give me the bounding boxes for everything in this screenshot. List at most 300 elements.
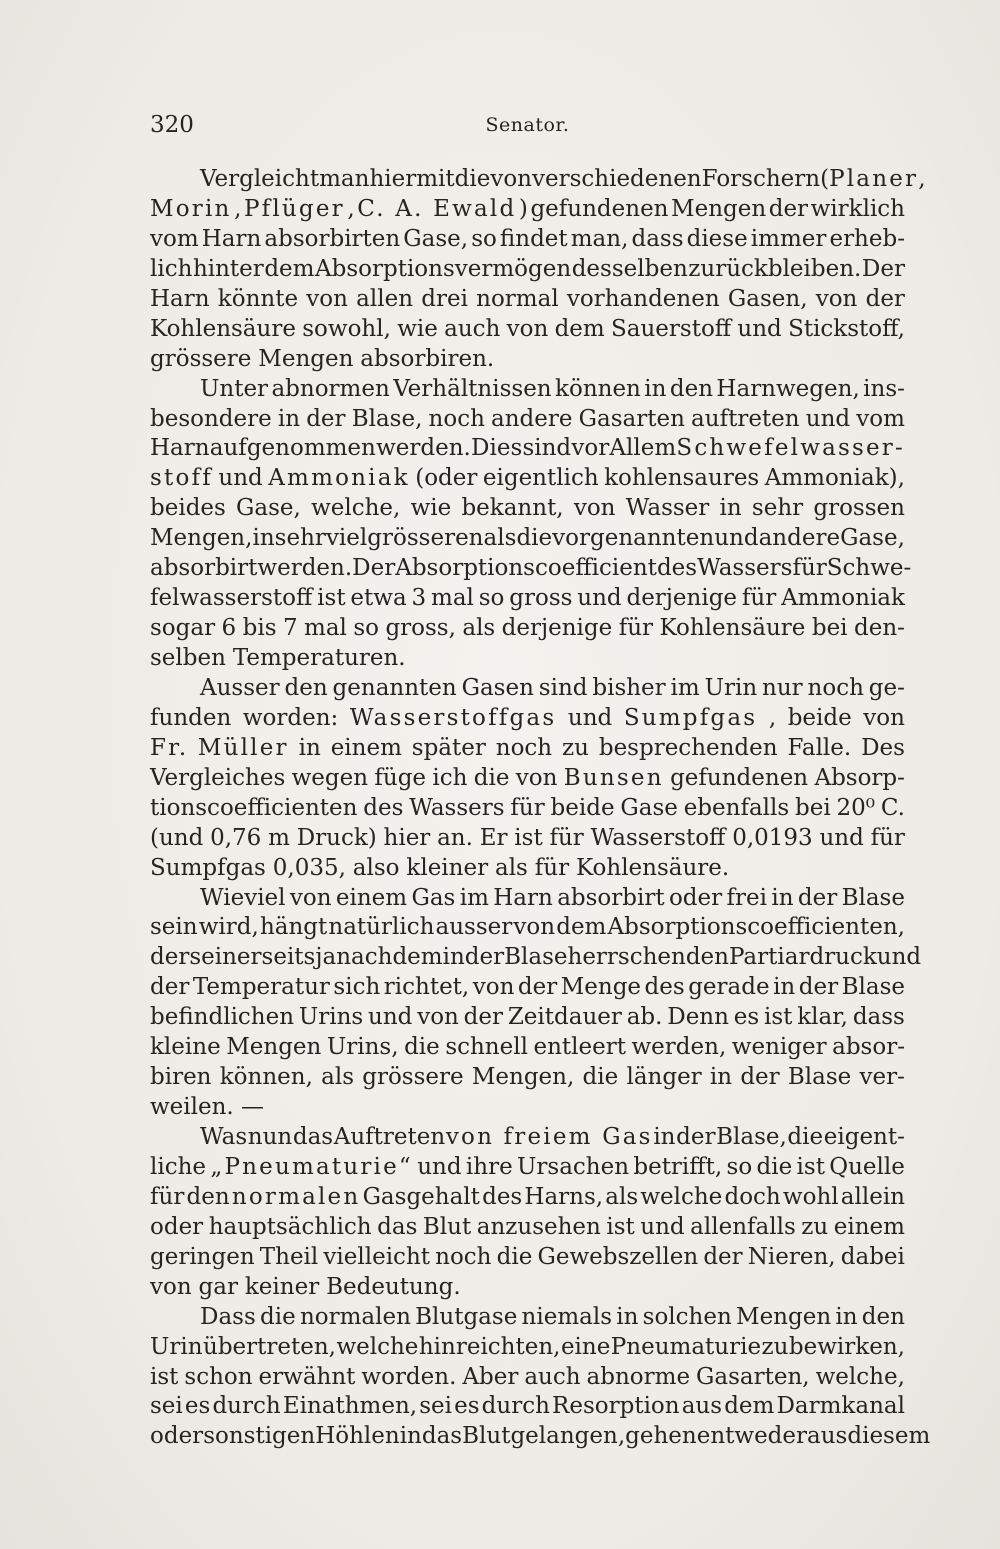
word: funden — [150, 704, 232, 731]
word: dem — [392, 944, 443, 971]
word: worden: — [242, 704, 339, 731]
word: keiner — [244, 1273, 320, 1300]
word: Mengen — [736, 1303, 832, 1330]
word: der — [798, 974, 839, 1001]
word: Gasen — [461, 674, 534, 701]
word: zu — [761, 1333, 789, 1360]
word: von — [573, 495, 616, 522]
word: (oder — [415, 465, 478, 492]
word: und — [714, 525, 759, 552]
word: besondere — [150, 405, 272, 432]
word: aus — [807, 1423, 848, 1450]
word: Blase, — [716, 1124, 787, 1150]
word: von — [515, 764, 558, 791]
word: Absorptionscoefficienten, — [607, 914, 905, 941]
word: beide — [550, 794, 615, 821]
word: Vergleicht — [200, 166, 320, 192]
word: oder — [668, 884, 723, 911]
word: ebenfalls — [683, 794, 790, 821]
word: des — [644, 974, 685, 1001]
word: welche — [336, 1333, 419, 1360]
word: Resorption — [552, 1393, 680, 1420]
word: im — [459, 884, 489, 911]
word: ist — [150, 1363, 179, 1390]
text-line — [150, 375, 905, 405]
text-line — [150, 674, 905, 704]
text-line — [150, 884, 905, 914]
word: noch — [428, 405, 485, 432]
text-line — [150, 225, 905, 255]
word: besprechenden — [598, 734, 778, 761]
word: so — [353, 615, 379, 642]
text-line — [150, 494, 905, 524]
word: Harn — [150, 435, 210, 462]
text-line — [150, 1063, 905, 1093]
word: erheb- — [829, 225, 905, 252]
word: und — [218, 465, 263, 492]
word: Denn — [667, 1004, 729, 1031]
word: zurückbleiben. — [688, 255, 862, 282]
word: genannten — [332, 674, 457, 701]
word: grössere — [150, 345, 252, 372]
word: der — [703, 1243, 743, 1270]
word: Mengen, — [150, 525, 253, 552]
word: Ammoniak), — [764, 465, 905, 492]
word: Schwe- — [826, 555, 912, 582]
word: grössere — [362, 1064, 464, 1091]
word: solchen — [642, 1303, 732, 1330]
word: andere — [758, 525, 841, 552]
word: von — [472, 974, 515, 1001]
word: sind — [538, 674, 588, 701]
word: beide — [787, 704, 852, 731]
text-line — [150, 704, 905, 734]
word: diese — [686, 225, 748, 252]
word: Wassers — [409, 794, 505, 821]
word: ver- — [859, 1064, 905, 1091]
word: hauptsächlich — [208, 1213, 372, 1240]
word: Blase, — [351, 405, 423, 432]
word: Blase — [841, 884, 905, 911]
word: Gase, — [236, 495, 301, 522]
word: Darmkanal — [776, 1393, 905, 1420]
text-line — [150, 434, 905, 464]
text-line — [150, 854, 905, 884]
word: erwähnt — [258, 1363, 356, 1390]
word: drei — [421, 285, 468, 312]
word: m — [268, 824, 290, 851]
word: zu — [562, 734, 589, 761]
word: Gasarten — [578, 405, 685, 432]
word: auch — [444, 315, 501, 342]
word: einem — [330, 734, 402, 761]
text-line — [150, 1363, 905, 1393]
word: natürlich — [328, 914, 435, 941]
word: Gasarten, — [696, 1363, 810, 1390]
word: Gas — [411, 884, 456, 911]
word: Allem — [609, 435, 677, 462]
word: für — [534, 854, 570, 881]
word: vor — [571, 435, 610, 462]
word: findet — [499, 225, 568, 252]
word: tionscoefficienten — [150, 794, 358, 821]
word: , — [347, 195, 355, 222]
word: frei — [726, 884, 767, 911]
word: in — [298, 734, 321, 761]
word: hier — [383, 824, 431, 851]
word: in — [277, 405, 301, 432]
word: übertreten, — [203, 1333, 336, 1360]
word: die — [473, 764, 510, 791]
word: das — [292, 1124, 334, 1150]
word: in — [653, 1124, 676, 1150]
word: für — [150, 1183, 185, 1210]
word: Er — [479, 824, 508, 851]
word: gelangen, — [510, 1423, 626, 1450]
word: allein — [840, 1183, 905, 1210]
word: sehr — [274, 525, 326, 552]
word: welche, — [311, 495, 401, 522]
text-line — [150, 644, 905, 674]
word: Der — [861, 255, 905, 282]
word: sei — [150, 1393, 183, 1420]
word: Druck) — [296, 824, 377, 851]
word: Temperatur — [192, 974, 330, 1001]
word: für — [510, 794, 545, 821]
word: bis — [242, 615, 277, 642]
word: Theil — [259, 1243, 319, 1270]
word: Urins, — [326, 1034, 399, 1061]
word: bei — [795, 794, 831, 821]
word: welche, — [815, 1363, 905, 1390]
word: dass — [631, 225, 684, 252]
word: durch — [481, 1393, 550, 1420]
word: derjenige — [626, 585, 738, 612]
word: Urins — [298, 1004, 364, 1031]
word: der — [676, 1124, 716, 1150]
word: 20⁰ — [836, 794, 876, 821]
word: gross — [509, 585, 573, 612]
word: absor- — [832, 1034, 905, 1061]
word: ins- — [863, 375, 905, 402]
word: wird, — [198, 914, 259, 941]
word: ich — [432, 764, 468, 791]
word: wie — [410, 495, 452, 522]
word: in — [252, 525, 275, 552]
word: ist — [796, 1153, 825, 1180]
word: des — [363, 794, 404, 821]
word: der — [150, 974, 190, 1001]
word: wegen — [291, 764, 369, 791]
word: Blut — [462, 1423, 511, 1450]
word: Wassers — [697, 555, 793, 582]
word: Absorp- — [814, 764, 905, 791]
word: dem — [264, 255, 315, 282]
word: ( — [820, 166, 830, 192]
word: gerade — [688, 974, 770, 1001]
word: schnell — [445, 1034, 528, 1061]
word: der — [768, 195, 809, 222]
word: sich — [333, 974, 381, 1001]
word: betrifft, — [633, 1153, 723, 1180]
word: es — [454, 1393, 480, 1420]
word: als — [462, 615, 496, 642]
text-line — [150, 524, 905, 554]
word: Kohlensäure — [150, 315, 296, 342]
word: für — [549, 824, 584, 851]
word: Partiardruck — [728, 944, 877, 971]
text-line — [150, 1422, 931, 1452]
word: den — [186, 1183, 230, 1210]
word: den — [284, 674, 328, 701]
word: mal — [304, 615, 347, 642]
word: Ammoniak — [781, 585, 905, 612]
word: Pneumaturie — [610, 1333, 762, 1360]
word: die — [404, 1034, 440, 1061]
word: Mengen — [258, 345, 354, 372]
word: Gase — [620, 794, 678, 821]
word: von — [490, 166, 532, 192]
word: normalen — [299, 1303, 411, 1330]
word: einem — [335, 884, 408, 911]
word: und — [417, 1153, 462, 1180]
text-line — [150, 1033, 905, 1063]
text-line — [150, 195, 905, 225]
word: allen — [356, 285, 414, 312]
word: ihre — [465, 1153, 513, 1180]
word: die — [516, 525, 553, 552]
word: das — [421, 1423, 463, 1450]
running-head: Senator. — [485, 114, 570, 136]
word: lich — [150, 255, 193, 282]
word: so — [471, 225, 497, 252]
word: dass — [852, 1004, 905, 1031]
word: sehr — [751, 495, 804, 522]
word: Forschern — [701, 166, 821, 192]
word: ge- — [868, 674, 905, 701]
word: allenfalls — [690, 1213, 796, 1240]
word: Morin — [150, 195, 232, 222]
word: dem — [556, 914, 607, 941]
word: C. A. Ewald — [357, 195, 517, 222]
word: Gasgehalt — [362, 1183, 480, 1210]
word: ist — [606, 1213, 635, 1240]
word: Harns, — [524, 1183, 604, 1210]
word: oder — [150, 1423, 204, 1450]
word: die — [787, 1124, 824, 1150]
text-line — [150, 1333, 905, 1363]
word: kleine — [150, 1034, 221, 1061]
word: hinter — [192, 255, 264, 282]
text-line — [150, 165, 926, 195]
text-line — [150, 1153, 905, 1183]
text-line — [150, 464, 905, 494]
word: Kohlensäure — [659, 615, 806, 642]
word: worden. — [361, 1363, 457, 1390]
word: absorbirt — [150, 555, 258, 582]
word: vorgenannten — [552, 525, 715, 552]
text-line — [150, 1123, 905, 1153]
word: Wasser — [625, 495, 710, 522]
word: hinreichten, — [418, 1333, 561, 1360]
word: den- — [853, 615, 905, 642]
word: und — [577, 585, 622, 612]
word: vom — [856, 405, 905, 432]
word: Dies — [471, 435, 523, 462]
word: entleert — [533, 1034, 626, 1061]
word: ausser — [435, 914, 513, 941]
word: der — [306, 405, 346, 432]
word: von — [815, 285, 858, 312]
word: wirklich — [810, 195, 905, 222]
word: von — [513, 914, 556, 941]
word: Falle. — [787, 734, 852, 761]
word: 0,76 — [210, 824, 262, 851]
word: kleiner — [406, 854, 489, 881]
word: und — [876, 944, 922, 971]
word: im — [670, 674, 700, 701]
word: vorhandenen — [566, 285, 720, 312]
word: sein — [150, 914, 198, 941]
word: , — [918, 166, 926, 192]
word: noch — [807, 674, 864, 701]
word: Bedeutung. — [326, 1273, 461, 1300]
word: wie — [397, 315, 438, 342]
page-number: 320 — [150, 112, 194, 138]
word: aus — [681, 1393, 723, 1420]
word: kohlensaures — [604, 465, 760, 492]
word: normalen — [231, 1183, 361, 1210]
word: immer — [750, 225, 827, 252]
word: diesem — [847, 1423, 931, 1450]
word: auch — [524, 1363, 581, 1390]
body-text — [150, 165, 931, 1452]
word: an. — [437, 824, 473, 851]
word: in — [644, 375, 667, 402]
word: in — [771, 884, 794, 911]
word: sei — [419, 1393, 452, 1420]
word: Schwefelwasser- — [676, 435, 905, 462]
word: derjenige — [501, 615, 613, 642]
word: schon — [184, 1363, 253, 1390]
word: Zeitdauer — [507, 1004, 622, 1031]
word: und — [640, 1213, 685, 1240]
word: hiermit — [369, 166, 455, 192]
text-line — [150, 345, 905, 375]
word: Urin — [150, 1333, 203, 1360]
word: Quelle — [829, 1153, 905, 1180]
word: der — [464, 944, 505, 971]
word: und — [805, 405, 851, 432]
word: vielleicht — [323, 1243, 430, 1270]
text-line — [150, 794, 905, 824]
word: Blase — [841, 974, 905, 1001]
word: Harn — [150, 285, 210, 312]
word: verschiedenen — [531, 166, 702, 192]
text-line — [150, 1213, 905, 1243]
word: als — [605, 1183, 639, 1210]
word: als — [483, 525, 517, 552]
word: biren — [150, 1064, 212, 1091]
word: abnormen — [271, 375, 390, 402]
word: gross, — [385, 615, 456, 642]
word: später — [411, 734, 486, 761]
word: länger — [626, 1064, 702, 1091]
word: geringen — [150, 1243, 255, 1270]
word: oder — [150, 1213, 204, 1240]
word: „Pneumaturie“ — [210, 1153, 413, 1180]
word: Blase — [787, 1064, 852, 1091]
word: Mengen, — [471, 1064, 575, 1091]
word: noch — [495, 734, 553, 761]
text-line — [150, 584, 905, 614]
word: also — [352, 854, 400, 881]
text-line — [150, 1392, 905, 1422]
word: Stickstoff, — [788, 315, 905, 342]
word: (und — [150, 824, 204, 851]
word: gehen — [625, 1423, 697, 1450]
word: gar — [198, 1273, 238, 1300]
word: Blase — [504, 944, 568, 971]
word: Mengen — [226, 1034, 322, 1061]
word: Bunsen — [563, 764, 664, 791]
word: dem — [724, 1393, 775, 1420]
word: 0,0193 — [732, 824, 813, 851]
word: in — [399, 1423, 422, 1450]
word: in — [709, 1064, 733, 1091]
text-line — [150, 1183, 905, 1213]
word: Aber — [462, 1363, 519, 1390]
word: mal — [431, 585, 474, 612]
word: entweder — [696, 1423, 808, 1450]
text-line — [150, 943, 922, 973]
word: von — [417, 1004, 459, 1031]
text-line — [150, 1243, 905, 1273]
word: Vergleiches — [150, 764, 286, 791]
word: können, — [219, 1064, 313, 1091]
word: nun — [247, 1124, 293, 1150]
text-line — [150, 973, 905, 1003]
word: dabei — [840, 1243, 905, 1270]
word: normal — [476, 285, 559, 312]
word: Wasserstoffgas — [349, 704, 557, 731]
word: füge — [374, 764, 427, 791]
word: und — [567, 704, 613, 731]
word: wohl — [782, 1183, 839, 1210]
word: in — [773, 974, 796, 1001]
word: absorbirten — [264, 225, 401, 252]
word: ist — [514, 824, 543, 851]
word: und — [737, 315, 782, 342]
word: Mengen — [671, 195, 767, 222]
word: doch — [724, 1183, 781, 1210]
word: 0,035, — [272, 854, 346, 881]
text-line — [150, 824, 905, 854]
word: 3 — [411, 585, 427, 612]
word: absorbiren. — [360, 345, 495, 372]
word: weniger — [731, 1034, 827, 1061]
word: niemals — [521, 1303, 613, 1330]
text-line — [150, 1273, 905, 1303]
word: ist — [317, 585, 346, 612]
word: vom — [150, 225, 199, 252]
word: Pflüger — [243, 195, 345, 222]
word: etwa — [350, 585, 407, 612]
word: 6 — [221, 615, 237, 642]
word: der — [517, 974, 558, 1001]
word: dem — [554, 315, 605, 342]
word: andere — [491, 405, 573, 432]
